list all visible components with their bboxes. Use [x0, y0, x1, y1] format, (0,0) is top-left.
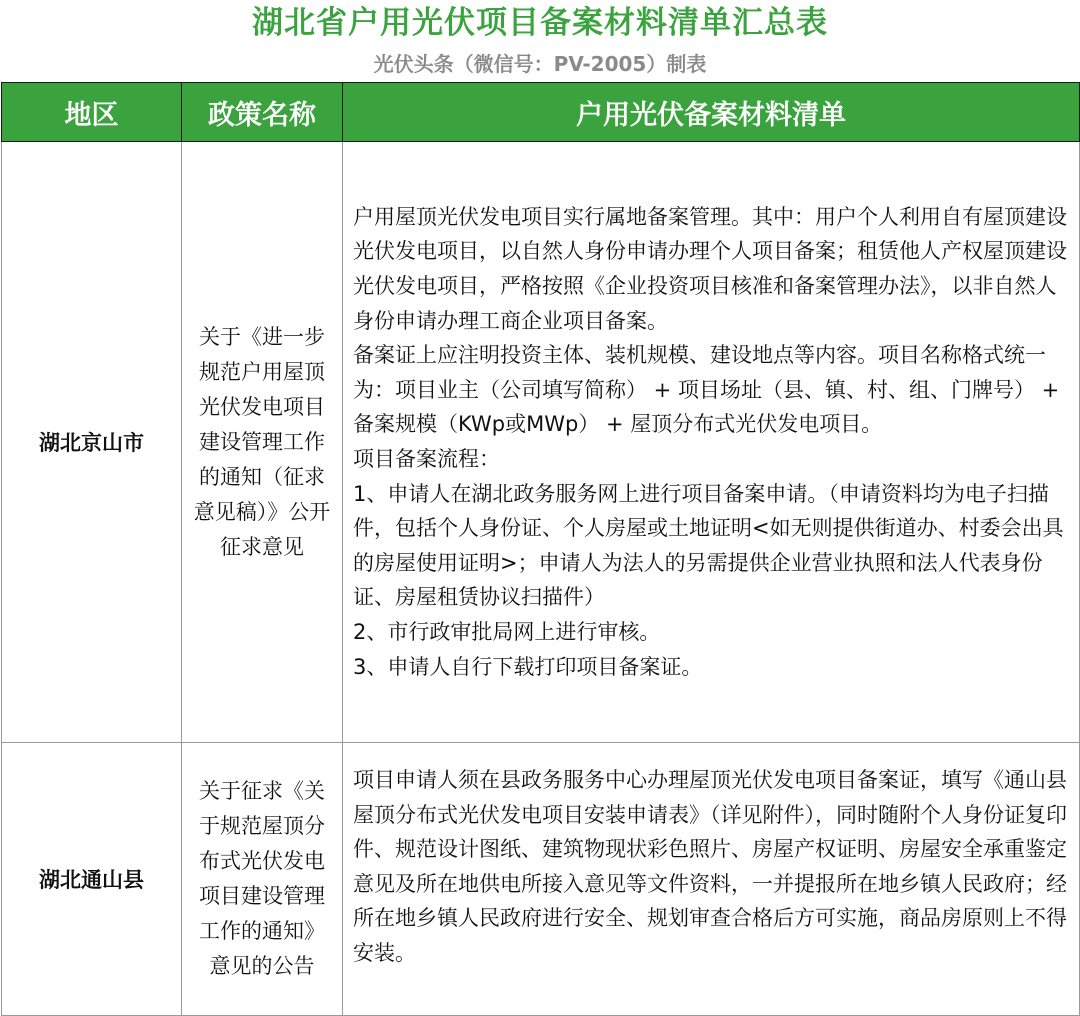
header-region: 地区	[2, 83, 182, 142]
header-policy-name: 政策名称	[182, 83, 343, 142]
materials-paragraph: 备案证上应注明投资主体、装机规模、建设地点等内容。项目名称格式统一为：项目业主（公司填写简称） + 项目场址（县、镇、村、组、门牌号） + 备案规模（KWp或MWp） + 屋顶分布式光伏发电项目。	[353, 343, 1066, 437]
page-subtitle: 光伏头条（微信号：PV-2005）制表	[373, 52, 707, 76]
region-cell: 湖北京山市	[2, 142, 182, 743]
region-cell: 湖北通山县	[2, 743, 182, 1016]
policy-cell: 关于《进一步规范户用屋顶光伏发电项目建设管理工作的通知（征求意见稿）》公开征求意见	[182, 142, 343, 743]
materials-paragraph: 项目备案流程：	[353, 447, 500, 471]
table-row	[2, 142, 1080, 743]
materials-paragraph: 2、市行政审批局网上进行审核。	[353, 619, 661, 644]
materials-cell	[343, 743, 1080, 1016]
policy-cell: 关于征求《关于规范屋顶分布式光伏发电项目建设管理工作的通知》意见的公告	[182, 743, 343, 1016]
header-materials-list: 户用光伏备案材料清单	[343, 83, 1080, 142]
materials-paragraph: 1、申请人在湖北政务服务网上进行项目备案申请。（申请资料均为电子扫描件，包括个人身份证、个人房屋或土地证明<如无则提供街道办、村委会出具的房屋使用证明>；申请人为法人的另需提供企业营业执照和法人代表身份证、房屋租赁协议扫描件）	[353, 481, 1064, 610]
materials-paragraph: 项目申请人须在县政务服务中心办理屋顶光伏发电项目备案证，填写《通山县屋顶分布式光伏发电项目安装申请表》（详见附件），同时随附个人身份证复印件、规范设计图纸、建筑物现状彩色照片、房屋产权证明、房屋安全承重鉴定意见及所在地供电所接入意见等文件资料，一并提报所在地乡镇人民政府；经所在地乡镇人民政府进行安全、规划审查合格后方可实施，商品房原则上不得安装。	[353, 768, 1067, 965]
materials-paragraph: 3、申请人自行下载打印项目备案证。	[353, 654, 703, 679]
materials-paragraph: 户用屋顶光伏发电项目实行属地备案管理。其中：用户个人利用自有屋顶建设光伏发电项目，以自然人身份申请办理个人项目备案；租赁他人产权屋顶建设光伏发电项目，严格按照《企业投资项目核准和备案管理办法》，以非自然人身份申请办理工商企业项目备案。	[353, 204, 1067, 333]
table-row	[2, 743, 1080, 1016]
table-header-row	[2, 83, 1080, 142]
filing-materials-table	[1, 82, 1080, 1016]
page-title: 湖北省户用光伏项目备案材料清单汇总表	[252, 5, 828, 41]
materials-cell	[343, 142, 1080, 743]
